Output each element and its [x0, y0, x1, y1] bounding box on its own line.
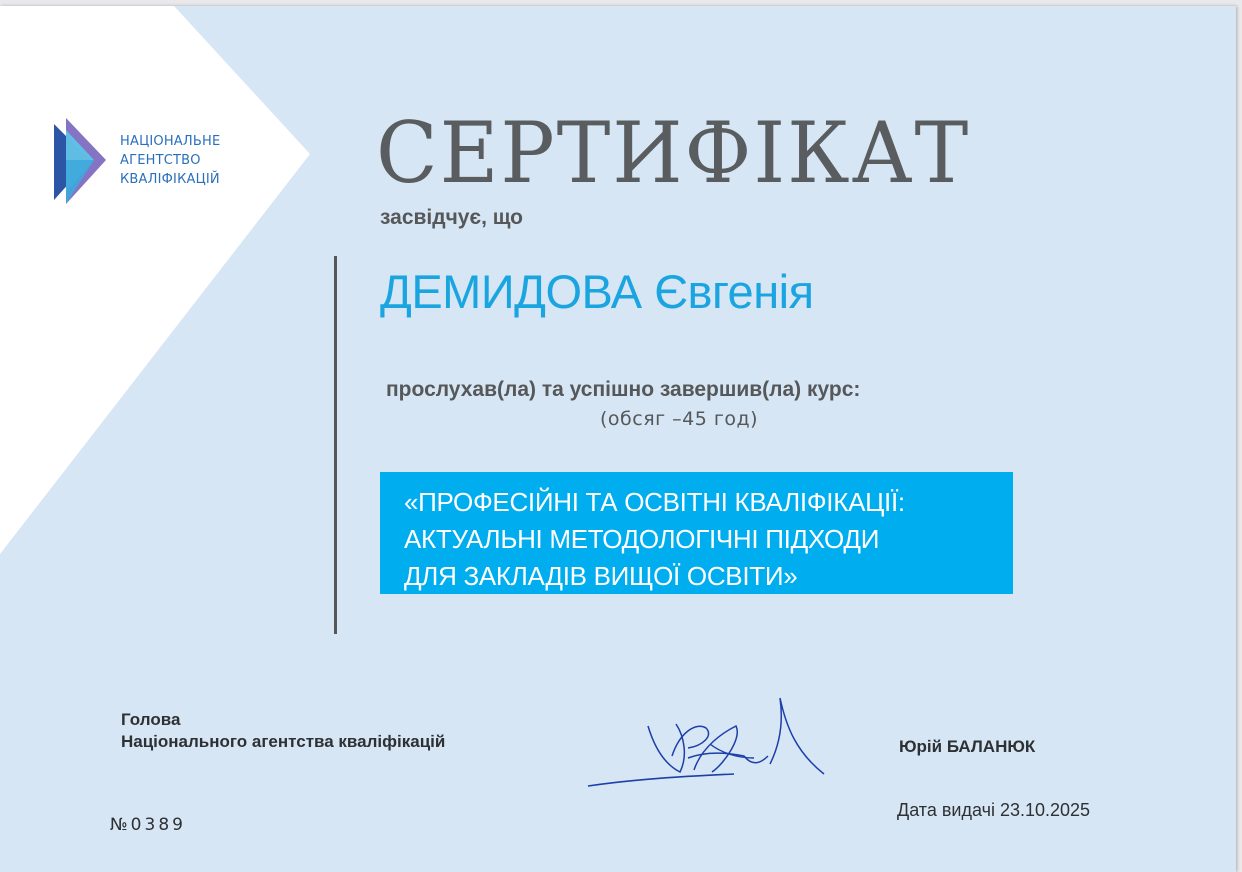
issue-date: Дата видачі 23.10.2025 [897, 800, 1091, 820]
certifies-text: засвідчує, що [380, 206, 524, 229]
agency-logo [54, 116, 254, 211]
certificate-title: СЕРТИФІКАТ [376, 104, 971, 202]
course-title-line-1: «ПРОФЕСІЙНІ ТА ОСВІТНІ КВАЛІФІКАЦІЇ: [404, 487, 905, 517]
recipient-name: ДЕМИДОВА Євгенія [380, 265, 814, 318]
course-title-line-3: ДЛЯ ЗАКЛАДІВ ВИЩОЇ ОСВІТИ» [404, 561, 798, 591]
certificate-sheet [0, 6, 1236, 872]
head-position-line-1: Голова [121, 710, 181, 729]
signature-icon [584, 686, 834, 796]
certificate-number: №0389 [110, 815, 186, 835]
head-position [121, 709, 445, 753]
course-title-line-2: АКТУАЛЬНІ МЕТОДОЛОГІЧНІ ПІДХОДИ [404, 524, 880, 554]
completed-text: прослухав(ла) та успішно завершив(ла) курс: [386, 378, 861, 401]
agency-name [120, 132, 220, 189]
signer-name: Юрій БАЛАНЮК [899, 737, 1036, 756]
agency-logo-icon [54, 116, 114, 211]
vertical-divider [334, 256, 337, 634]
head-position-line-2: Національного агентства кваліфікацій [121, 732, 446, 751]
agency-name-line-3: КВАЛІФІКАЦІЙ [120, 172, 220, 187]
course-title-box [380, 472, 1013, 594]
course-volume: (обсяг –45 год) [600, 408, 759, 430]
agency-name-line-1: НАЦІОНАЛЬНЕ [120, 134, 221, 149]
agency-name-line-2: АГЕНТСТВО [120, 153, 201, 168]
